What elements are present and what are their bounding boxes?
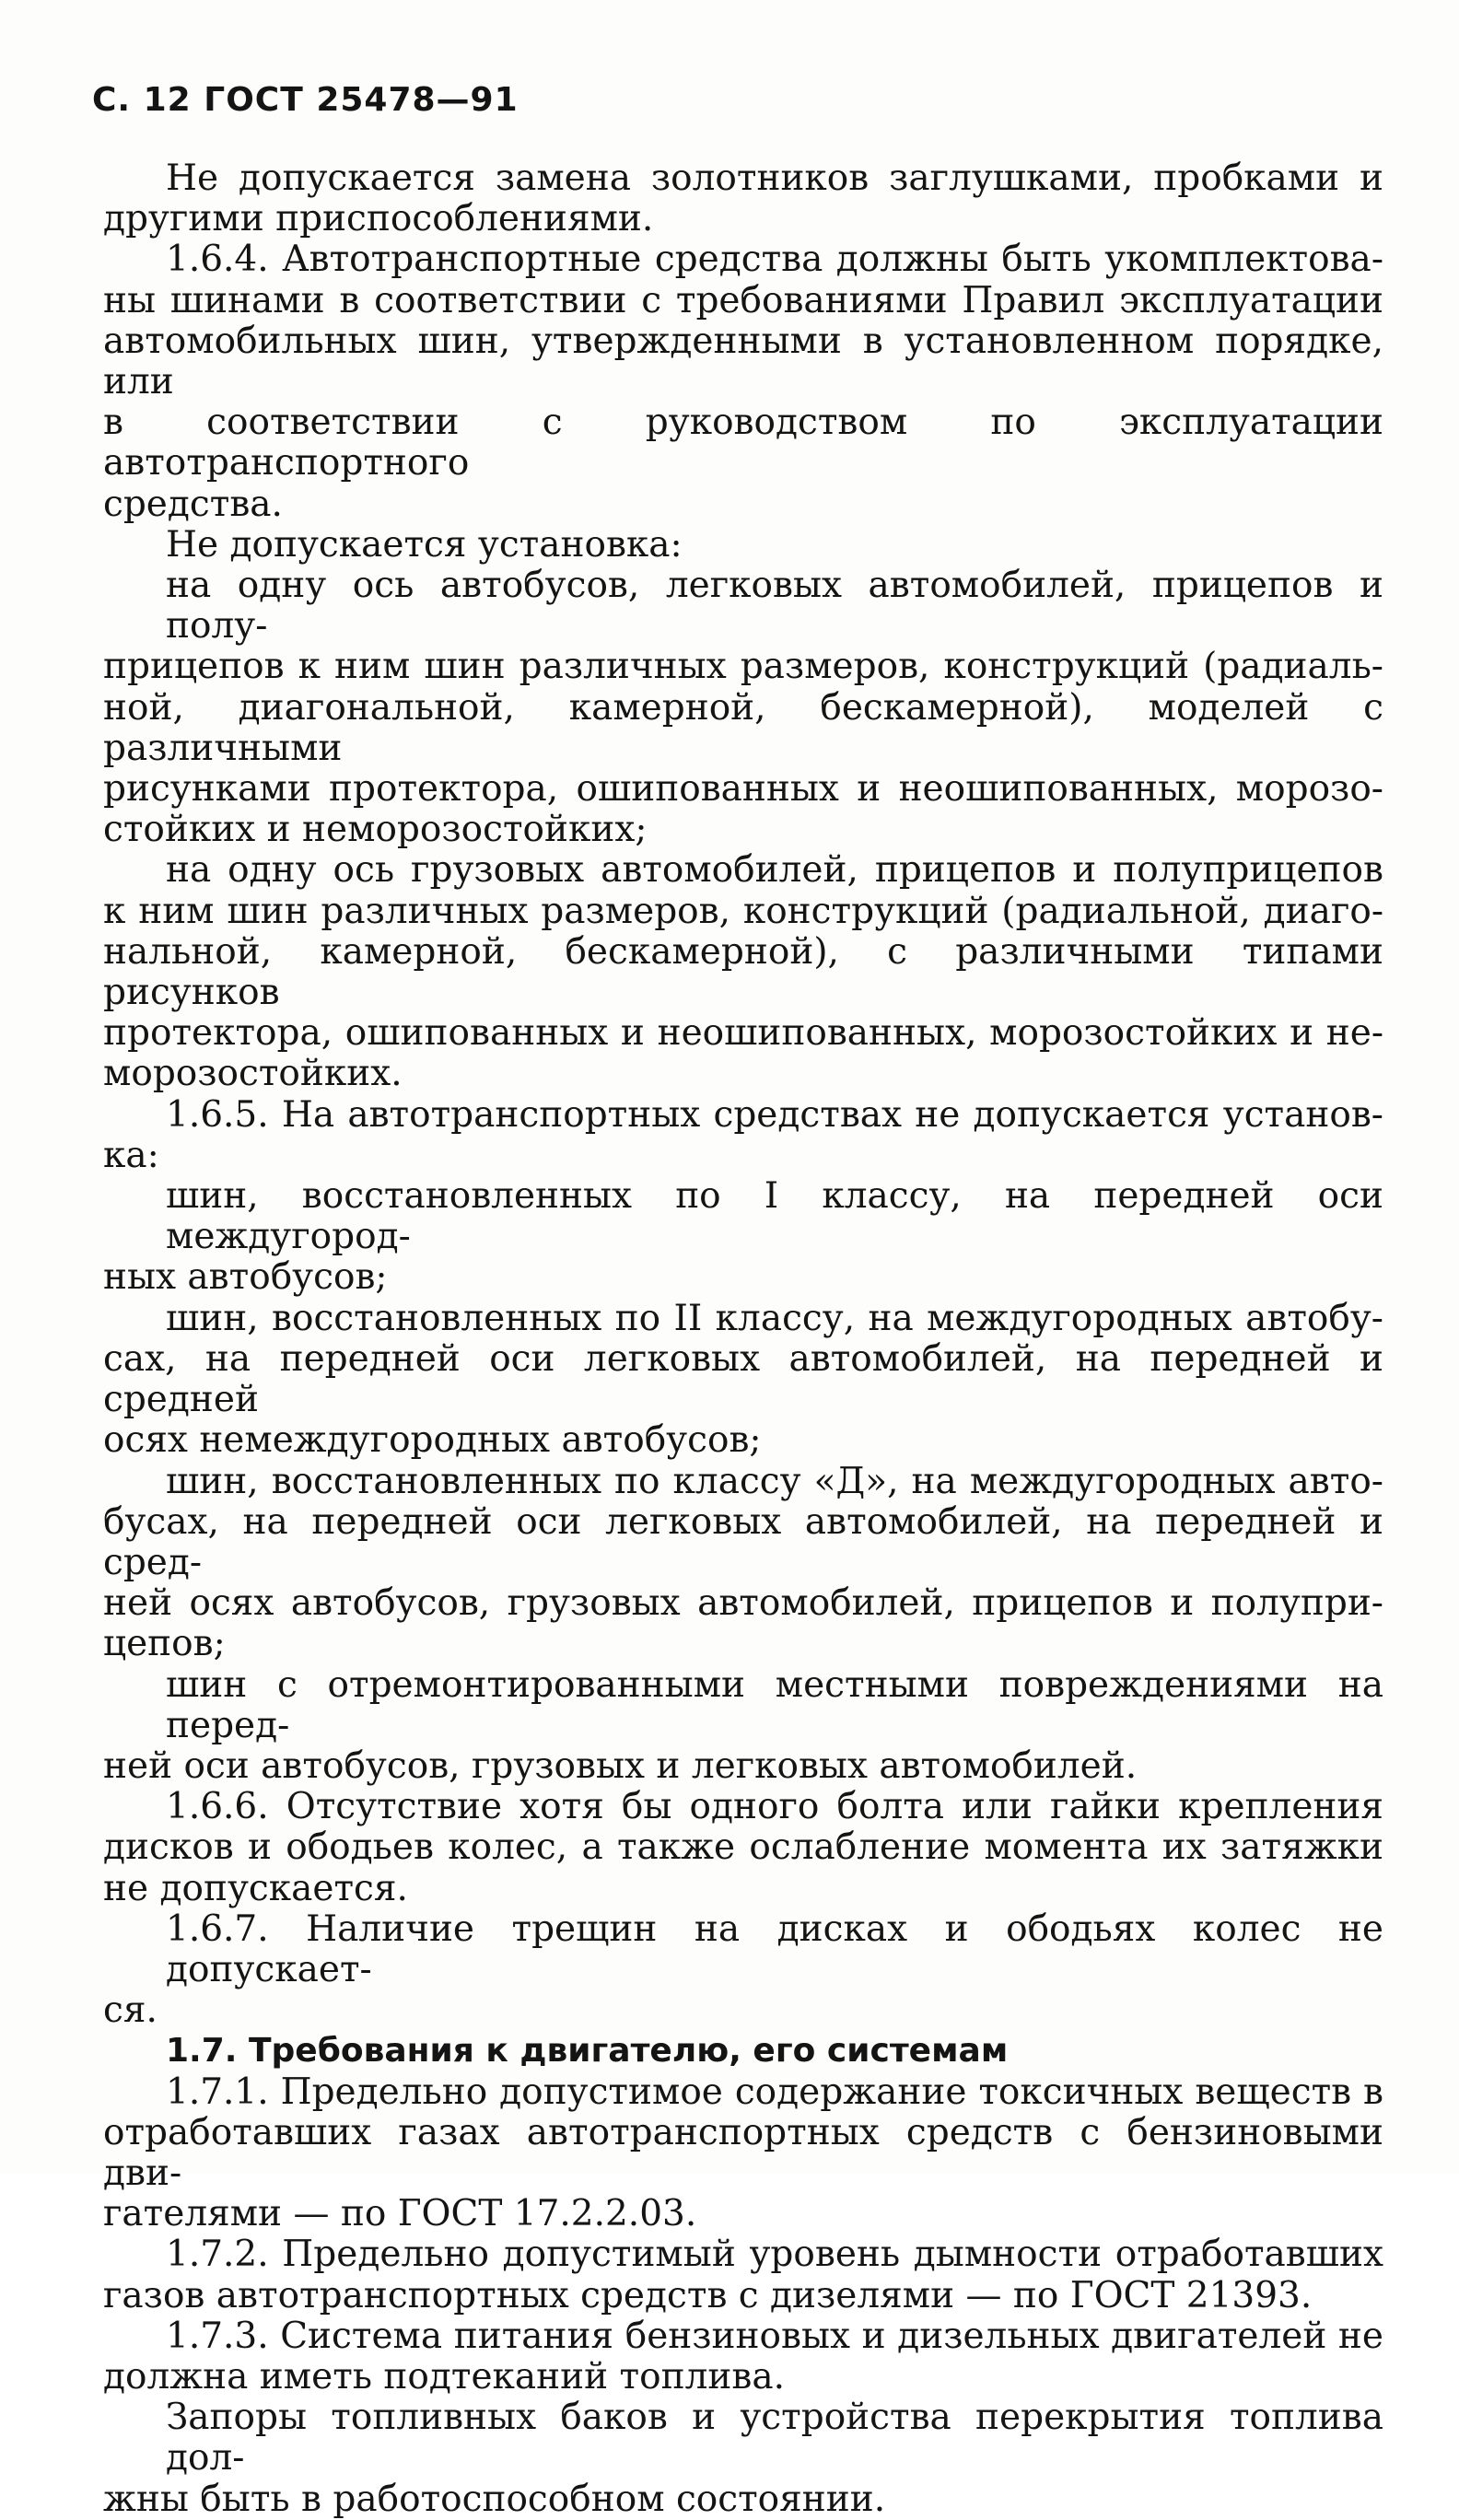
text-line: 1.6.6. Отсутствие хотя бы одного болта или гайки крепления (166, 1786, 1383, 1828)
text-line: бусах, на передней оси легковых автомобилей, на передней и сред- (103, 1500, 1383, 1583)
text-line: шин с отремонтированными местными повреждениями на перед- (166, 1663, 1383, 1746)
text-line: ных автобусов; (103, 1256, 388, 1299)
text-line: не допускается. (103, 1867, 408, 1909)
text-line: ся. (103, 1989, 158, 2032)
text-line: Не допускается установка: (166, 523, 683, 566)
text-line: 1.6.7. Наличие трещин на дисках и ободьях колес не допускает- (166, 1908, 1383, 1990)
text-line: ны шинами в соответствии с требованиями Правил эксплуатации (103, 279, 1383, 321)
text-line: отработавших газах автотранспортных средств с бензиновыми дви- (103, 2111, 1383, 2194)
text-line: сах, на передней оси легковых автомобилей, на передней и средней (103, 1337, 1383, 1421)
text-line: цепов; (103, 1623, 226, 1665)
text-line: ней оси автобусов, грузовых и легковых автомобилей. (103, 1744, 1138, 1787)
text-line: ней осях автобусов, грузовых автомобилей, прицепов и полупри- (103, 1582, 1383, 1625)
text-line: 1.6.5. На автотранспортных средствах не допускается установ- (166, 1093, 1383, 1136)
text-line: Не допускается замена золотников заглушками, пробками и (166, 158, 1383, 199)
text-line: осях немеждугородных автобусов; (103, 1419, 762, 1462)
text-line: стойких и неморозостойких; (103, 809, 648, 851)
text-line: шин, восстановленных по I классу, на передней оси междугород- (166, 1175, 1383, 1258)
text-line: протектора, ошипованных и неошипованных, морозостойких и не- (103, 1012, 1383, 1055)
document-body (103, 158, 1383, 2520)
text-line: ной, диагональной, камерной, бескамерной), моделей с различными (103, 686, 1383, 769)
text-line: должна иметь подтеканий топлива. (103, 2355, 785, 2398)
page-header: С. 12 ГОСТ 25478—91 (92, 81, 519, 119)
text-line: средства. (103, 483, 283, 525)
text-line: жны быть в работоспособном состоянии. (103, 2478, 886, 2520)
text-line: рисунками протектора, ошипованных и неошипованных, морозо- (103, 768, 1383, 811)
text-line: ка: (103, 1134, 159, 1176)
text-line: гателями — по ГОСТ 17.2.2.03. (103, 2193, 697, 2235)
text-line: автомобильных шин, утвержденными в установленном порядке, или (103, 320, 1383, 403)
text-line: 1.7.1. Предельно допустимое содержание токсичных веществ в (166, 2071, 1383, 2113)
text-line: к ним шин различных размеров, конструкций (радиальной, диаго- (103, 890, 1383, 932)
text-line: другими приспособлениями. (103, 198, 654, 240)
text-line: прицепов к ним шин различных размеров, конструкций (радиаль- (103, 646, 1383, 688)
text-line: шин, восстановленных по классу «Д», на междугородных авто- (166, 1460, 1383, 1502)
text-line: морозостойких. (103, 1053, 403, 1095)
text-line: 1.7.3. Система питания бензиновых и дизельных двигателей не (166, 2315, 1383, 2357)
text-line: 1.6.4. Автотранспортные средства должны быть укомплектова- (166, 239, 1383, 281)
text-line: на одну ось автобусов, легковых автомобилей, прицепов и полу- (166, 565, 1383, 648)
text-line: нальной, камерной, бескамерной), с различными типами рисунков (103, 930, 1383, 1014)
text-line: газов автотранспортных средств с дизелями — по ГОСТ 21393. (103, 2274, 1313, 2316)
text-line: в соответствии с руководством по эксплуатации автотранспортного (103, 402, 1383, 484)
text-line: дисков и ободьев колес, а также ослабление момента их затяжки (103, 1826, 1383, 1869)
text-line: на одну ось грузовых автомобилей, прицепов и полуприцепов (166, 849, 1383, 892)
text-line: Запоры топливных баков и устройства перекрытия топлива дол- (166, 2397, 1383, 2479)
text-line: 1.7.2. Предельно допустимый уровень дымности отработавших (166, 2234, 1383, 2276)
text-line: шин, восстановленных по II классу, на междугородных автобу- (166, 1297, 1383, 1339)
section-heading: 1.7. Требования к двигателю, его системам (166, 2032, 1009, 2071)
